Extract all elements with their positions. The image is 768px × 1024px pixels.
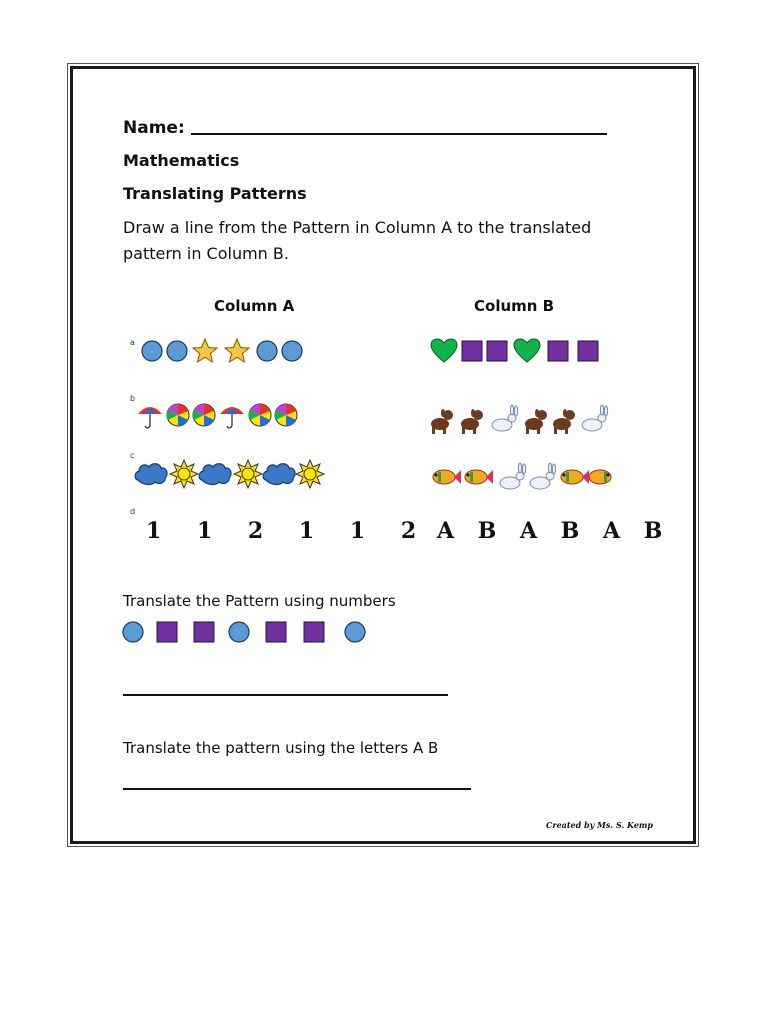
dog-icon (553, 409, 575, 434)
row-d-column-a-pattern[interactable]: 1 1 2 1 1 2 (146, 518, 431, 544)
square-icon (304, 622, 324, 642)
row-a-column-b-pattern[interactable] (430, 338, 605, 364)
row-a-column-a-pattern[interactable] (140, 338, 310, 364)
subject-title: Mathematics (123, 151, 240, 170)
circle-icon (229, 622, 249, 642)
numbers-answer-line[interactable] (123, 694, 448, 696)
square-icon (487, 341, 507, 361)
fish-icon (465, 470, 493, 484)
heart-icon (431, 339, 457, 362)
circle-icon (257, 341, 277, 361)
circle-icon (123, 622, 143, 642)
star-icon (193, 339, 217, 362)
numbers-exercise-prompt: Translate the Pattern using numbers (123, 592, 396, 610)
circle-icon (167, 341, 187, 361)
name-label: Name: (123, 118, 185, 138)
row-d-column-b-pattern[interactable]: A B A B A B (437, 518, 671, 544)
square-icon (578, 341, 598, 361)
row-b-column-a-pattern[interactable] (136, 402, 302, 432)
column-a-title: Column A (214, 297, 295, 315)
beach-ball-icon (275, 404, 297, 426)
row-b-letter: b (130, 394, 136, 403)
letters-answer-line[interactable] (123, 788, 471, 790)
worksheet-frame (70, 66, 696, 844)
rabbit-icon (492, 405, 518, 431)
umbrella-icon (220, 407, 244, 428)
topic-title: Translating Patterns (123, 184, 307, 203)
dog-icon (461, 409, 483, 434)
column-b-title: Column B (474, 297, 555, 315)
beach-ball-icon (249, 404, 271, 426)
circle-icon (345, 622, 365, 642)
sun-icon (296, 460, 324, 488)
sun-icon (170, 460, 198, 488)
cloud-icon (135, 464, 167, 485)
umbrella-icon (138, 407, 162, 428)
dog-icon (525, 409, 547, 434)
row-d-letter: d (130, 507, 136, 516)
beach-ball-icon (193, 404, 215, 426)
rabbit-icon (582, 405, 608, 431)
square-icon (194, 622, 214, 642)
square-icon (548, 341, 568, 361)
square-icon (462, 341, 482, 361)
credit-text: Created by Ms. S. Kemp (546, 820, 653, 830)
square-icon (157, 622, 177, 642)
square-icon (266, 622, 286, 642)
row-c-column-b-pattern[interactable] (430, 462, 616, 492)
name-field[interactable] (191, 133, 607, 135)
circle-icon (282, 341, 302, 361)
name-row (123, 118, 607, 138)
numbers-exercise-pattern (122, 620, 372, 644)
cloud-icon (199, 464, 231, 485)
instructions: Draw a line from the Pattern in Column A to the translated pattern in Column B. (123, 218, 592, 263)
letters-exercise-prompt: Translate the pattern using the letters A B (123, 739, 439, 757)
circle-icon (142, 341, 162, 361)
heart-icon (514, 339, 540, 362)
rabbit-icon (530, 463, 556, 489)
rabbit-icon (500, 463, 526, 489)
row-c-column-a-pattern[interactable] (134, 458, 328, 490)
fish-icon (433, 470, 461, 484)
row-a-letter: a (130, 338, 135, 347)
row-c-letter: c (130, 451, 135, 460)
dog-icon (431, 409, 453, 434)
cloud-icon (263, 464, 295, 485)
row-b-column-b-pattern[interactable] (428, 404, 610, 436)
sun-icon (234, 460, 262, 488)
beach-ball-icon (167, 404, 189, 426)
star-icon (225, 339, 249, 362)
